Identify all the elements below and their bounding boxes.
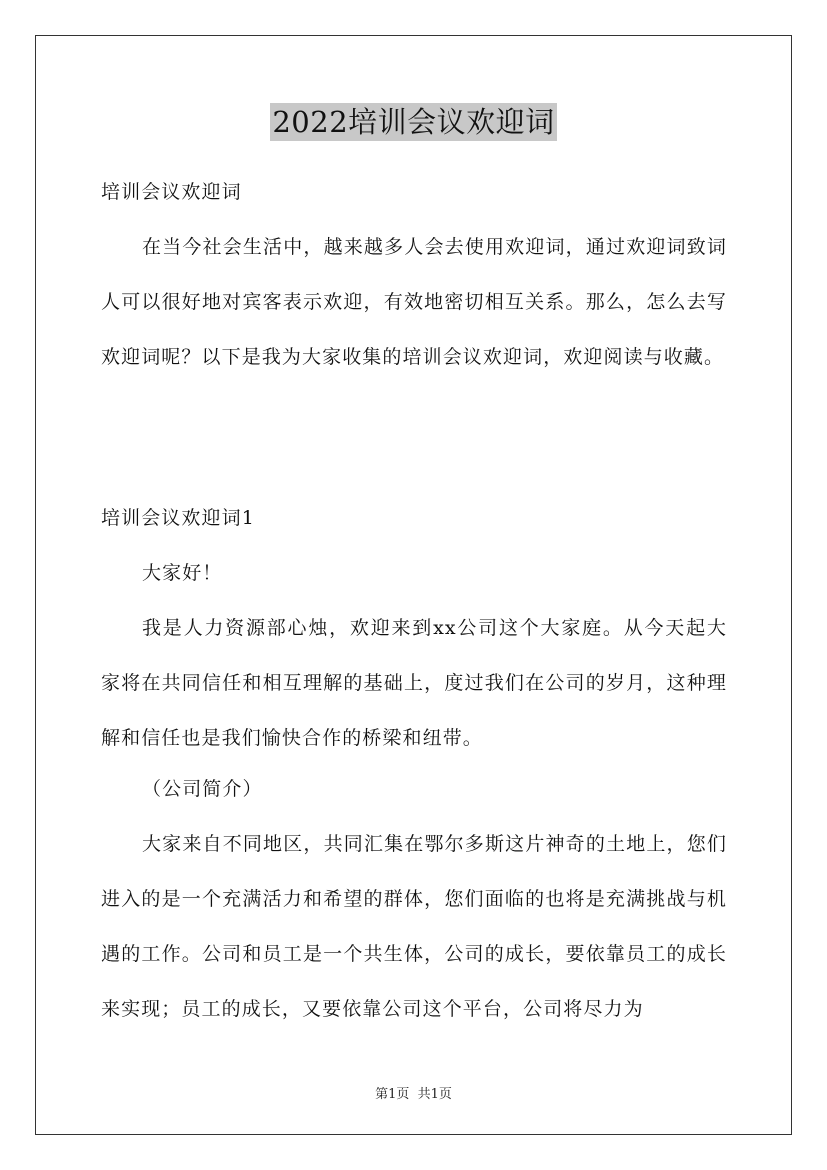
body-paragraph: 大家来自不同地区，共同汇集在鄂尔多斯这片神奇的土地上，您们进入的是一个充满活力和希望的群体，您们面临的也将是充满挑战与机遇的工作。公司和员工是一个共生体，公司的成长，要依靠员工的成长来实现；员工的成长，又要依靠公司这个平台，公司将尽力为 — [101, 833, 727, 1020]
page-total: 共1页 — [417, 1087, 452, 1102]
document-subtitle: 培训会议欢迎词 — [101, 181, 242, 203]
intro-paragraph: 在当今社会生活中，越来越多人会去使用欢迎词，通过欢迎词致词人可以很好地对宾客表示欢迎，有效地密切相互关系。那么，怎么去写欢迎词呢？以下是我为大家收集的培训会议欢迎词，欢迎阅读与收藏。 — [101, 236, 727, 368]
company-intro-note: （公司简介） — [142, 778, 263, 800]
document-title: 2022培训会议欢迎词 — [272, 105, 555, 139]
greeting-line: 大家好！ — [142, 562, 223, 584]
page-footer — [0, 1083, 827, 1102]
document-title-wrapper — [0, 100, 827, 141]
welcome-paragraph: 我是人力资源部心烛，欢迎来到xx公司这个大家庭。从今天起大家将在共同信任和相互理解的基础上，度过我们在公司的岁月，这种理解和信任也是我们愉快合作的桥梁和纽带。 — [101, 617, 727, 749]
page-number: 第1页 — [375, 1087, 410, 1102]
section-heading: 培训会议欢迎词1 — [101, 507, 255, 529]
